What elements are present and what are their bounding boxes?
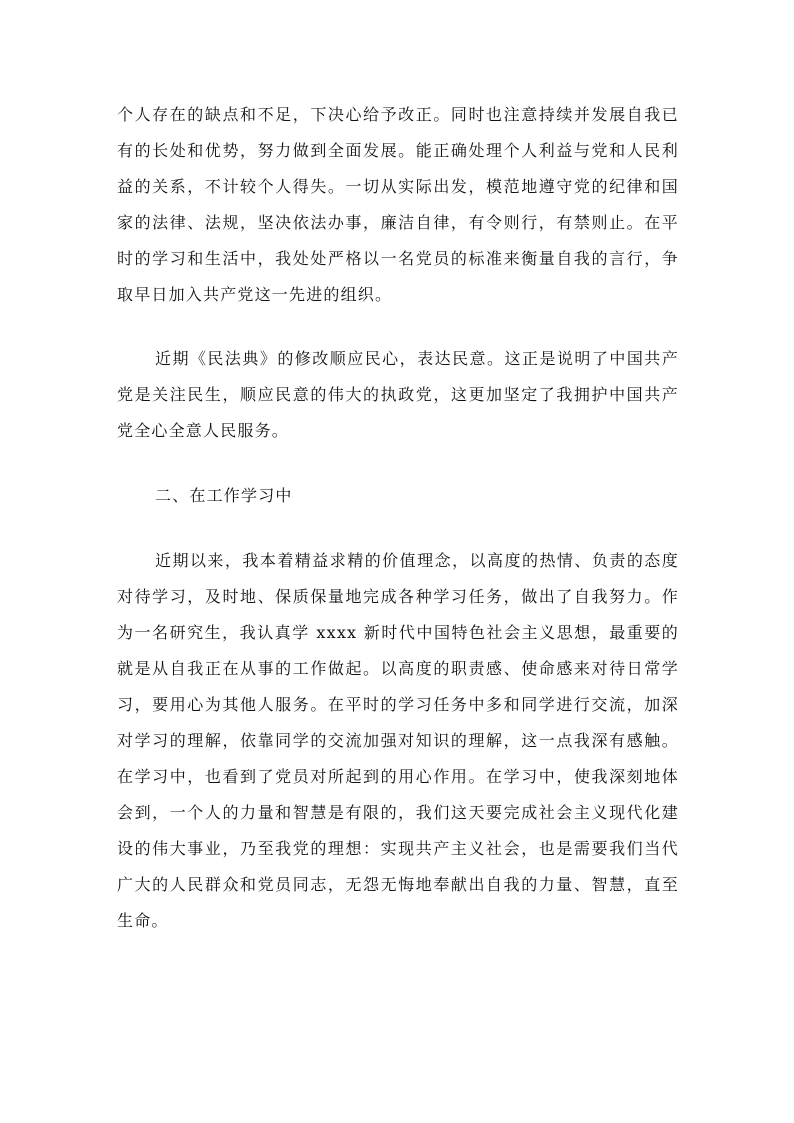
section-heading: 二、在工作学习中 (155, 486, 293, 505)
body-paragraph-1: 个人存在的缺点和不足，下决心给予改正。同时也注意持续并发展自我已有的长处和优势，努力做到全面发展。能正确处理个人利益与党和人民利益的关系，不计较个人得失。一切从实际出发，模范地遵守党的纪律和国家的法律、法规，坚决依法办事，廉洁自律，有令则行，有禁则止。在平时的学习和生活中，我处处严格以一名党员的标准来衡量自我的言行，争取早日加入共产党这一先进的组织。 (117, 105, 679, 304)
body-paragraph-3: 近期以来，我本着精益求精的价值理念，以高度的热情、负责的态度对待学习，及时地、保质保量地完成各种学习任务，做出了自我努力。作为一名研究生，我认真学 xxxx 新时代中国特色社会主义思想，最重要的就是从自我正在从事的工作做起。以高度的职责感、使命感来对待日常学习，要用心为其他人服务。在平时的学习任务中多和同学进行交流，加深对学习的理解，依靠同学的交流加强对知识的理解，这一点我深有感触。在学习中，也看到了党员对所起到的用心作用。在学习中，使我深刻地体会到，一个人的力量和智慧是有限的，我们这天要完成社会主义现代化建设的伟大事业，乃至我党的理想：实现共产主义社会，也是需要我们当代广大的人民群众和党员同志，无怨无悔地奉献出自我的力量、智慧，直至生命。 (117, 551, 679, 930)
document-body (117, 97, 679, 939)
body-paragraph-2: 近期《民法典》的修改顺应民心，表达民意。这正是说明了中国共产党是关注民生，顺应民意的伟大的执政党，这更加坚定了我拥护中国共产党全心全意人民服务。 (117, 349, 679, 440)
